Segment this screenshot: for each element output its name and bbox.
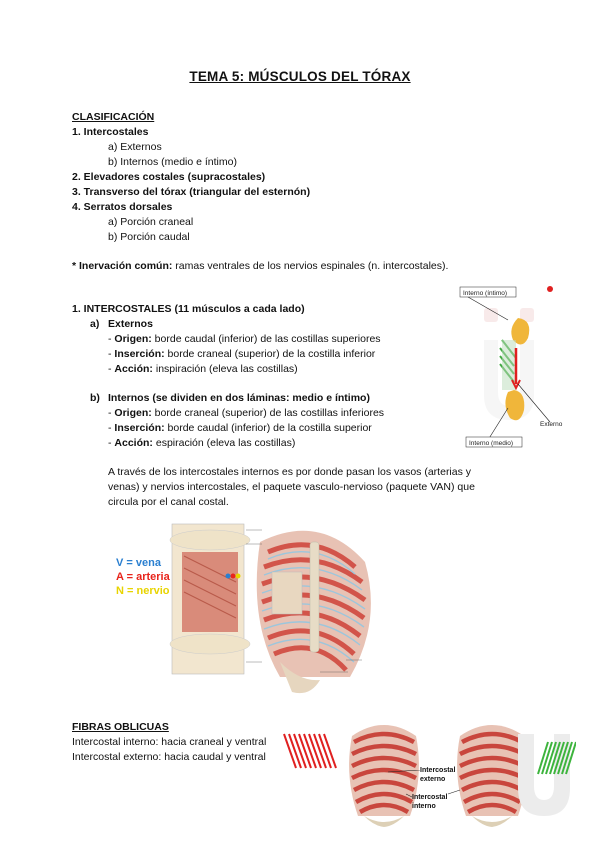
externos-accion: - Acción: inspiración (eleva las costillas) xyxy=(108,363,298,375)
legend-vena: V = vena xyxy=(116,557,161,569)
legend-arteria: A = arteria xyxy=(116,571,170,583)
internos-origen: - Origen: borde craneal (superior) de las costillas inferiores xyxy=(108,407,385,419)
internos-letter: b) xyxy=(90,392,100,404)
fibras-line-1: Intercostal interno: hacia craneal y ventral xyxy=(72,736,267,748)
intercostales-heading: 1. INTERCOSTALES (11 músculos a cada lado) xyxy=(72,303,305,315)
clasif-item-1a: a) Externos xyxy=(108,141,162,153)
page-title: TEMA 5: MÚSCULOS DEL TÓRAX xyxy=(189,69,411,84)
thorax-illustration xyxy=(150,512,390,702)
clasif-item-2: 2. Elevadores costales (supracostales) xyxy=(72,171,266,183)
rib-cage xyxy=(257,531,371,693)
green-fibers-icon xyxy=(536,738,576,778)
inervacion-text: ramas ventrales de los nervios espinales (n. intercostales). xyxy=(172,260,449,272)
van-paragraph-line-1: A través de los intercostales internos es por donde pasan los vasos (arterias y xyxy=(108,466,472,478)
inervacion-note xyxy=(72,260,448,272)
van-paragraph-line-3: circula por el canal costal. xyxy=(108,496,229,508)
clasif-item-1b: b) Internos (medio e íntimo) xyxy=(108,156,237,168)
label-leader-lines xyxy=(384,770,464,810)
intercostal-space-inset xyxy=(170,524,250,674)
legend-nervio: N = nervio xyxy=(116,585,170,597)
red-dot xyxy=(547,286,553,292)
fibras-line-2: Intercostal externo: hacia caudal y ventral xyxy=(72,751,266,763)
externos-heading: Externos xyxy=(108,318,153,330)
label-interno-intimo: Interno (íntimo) xyxy=(463,290,508,297)
externos-letter: a) xyxy=(90,318,100,330)
clasif-item-4: 4. Serratos dorsales xyxy=(72,201,173,213)
clasif-item-3: 3. Transverso del tórax (triangular del esternón) xyxy=(72,186,311,198)
clasif-item-4a: a) Porción craneal xyxy=(108,216,194,228)
externos-insercion: - Inserción: borde craneal (superior) de la costilla inferior xyxy=(108,348,376,360)
internos-insercion: - Inserción: borde caudal (inferior) de la costilla superior xyxy=(108,422,372,434)
clasificacion-heading: CLASIFICACIÓN xyxy=(72,111,155,123)
clasif-item-1: 1. Intercostales xyxy=(72,126,149,138)
label-externo: Externo xyxy=(540,421,563,428)
inervacion-label: * Inervación común: xyxy=(72,260,173,272)
intercostal-muscle-diagram xyxy=(458,280,568,450)
externos-origen: - Origen: borde caudal (inferior) de las costillas superiores xyxy=(108,333,381,345)
red-fibers-icon xyxy=(282,730,338,772)
label-intercostal-interno: Intercostal interno xyxy=(412,794,448,810)
fibras-heading: FIBRAS OBLICUAS xyxy=(72,721,169,733)
label-intercostal-externo: Intercostal externo xyxy=(420,767,456,783)
label-interno-medio: Interno (medio) xyxy=(469,440,514,447)
internos-heading: Internos (se dividen en dos láminas: medio e íntimo) xyxy=(108,392,370,404)
clasif-item-4b: b) Porción caudal xyxy=(108,231,190,243)
internos-accion: - Acción: espiración (eleva las costillas) xyxy=(108,437,296,449)
van-paragraph-line-2: venas) y nervios intercostales, el paquete vasculo-nervioso (paquete VAN) que xyxy=(108,481,475,493)
